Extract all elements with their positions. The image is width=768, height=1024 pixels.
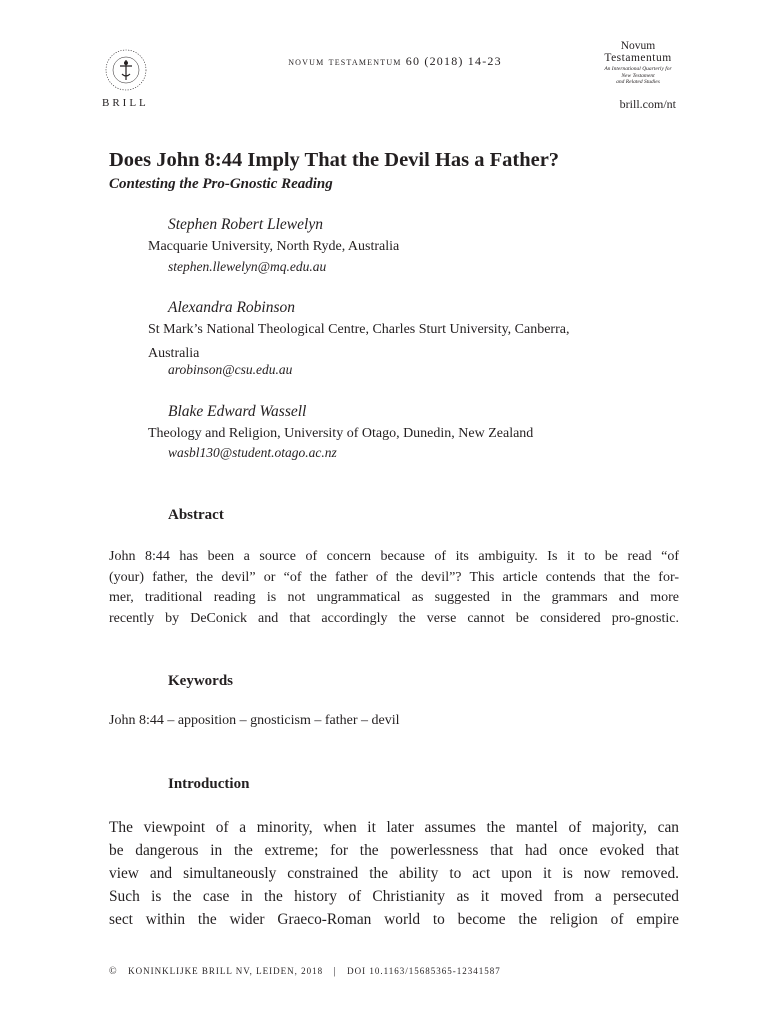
keywords-list: John 8:44 – apposition – gnosticism – father – devil [109, 713, 400, 728]
introduction-line: be dangerous in the extreme; for the powerlessness that had once evoked that [109, 842, 679, 859]
author-affiliation: Theology and Religion, University of Otago, Dunedin, New Zealand [148, 426, 534, 441]
abstract-line: (your) father, the devil” or “of the father of the devil”? This article contends that the for- [109, 569, 679, 585]
introduction-line: The viewpoint of a minority, when it later assumes the mantel of majority, can [109, 819, 679, 836]
abstract-line: mer, traditional reading is not ungrammatical as suggested in the grammars and more [109, 590, 679, 605]
abstract-line: recently by DeConick and that accordingly the verse cannot be considered pro-gnostic. [109, 610, 679, 626]
author-name: Alexandra Robinson [168, 299, 295, 316]
author-name: Blake Edward Wassell [168, 403, 307, 420]
copyright-symbol: © [109, 966, 118, 977]
author-affiliation-line: St Mark’s National Theological Centre, Charles Sturt University, Canberra, [148, 322, 570, 337]
journal-logo-subtitle-3: and Related Studies [616, 79, 660, 85]
author-email[interactable]: wasbl130@student.otago.ac.nz [168, 445, 337, 460]
journal-citation: novum testamentum 60 (2018) 14-23 [288, 54, 502, 68]
footer-separator: | [333, 966, 337, 977]
introduction-line: view and simultaneously constrained the ability to act upon it is now removed. [109, 865, 679, 882]
footer-publisher: KONINKLIJKE BRILL NV, LEIDEN, 2018 [128, 966, 324, 976]
introduction-body [109, 816, 679, 931]
journal-logo-title-2: Testamentum [604, 52, 672, 64]
author-affiliation-line: Australia [148, 346, 200, 361]
author-email[interactable]: stephen.llewelyn@mq.edu.au [168, 259, 327, 274]
author-email[interactable]: arobinson@csu.edu.au [168, 362, 293, 377]
author-affiliation [148, 318, 678, 366]
footer [109, 966, 669, 977]
author-affiliation: Macquarie University, North Ryde, Australia [148, 239, 400, 254]
journal-url[interactable]: brill.com/nt [619, 97, 676, 111]
journal-logo-subtitle-1: An International Quarterly for [604, 66, 672, 72]
author-name: Stephen Robert Llewelyn [168, 216, 323, 233]
journal-logo-subtitle [590, 66, 686, 86]
abstract-heading: Abstract [168, 507, 224, 523]
abstract-line: John 8:44 has been a source of concern because of its ambiguity. Is it to be read “of [109, 549, 679, 564]
journal-logo-title-1: Novum [620, 40, 656, 52]
keywords-heading: Keywords [168, 673, 233, 689]
journal-logo [590, 40, 686, 86]
journal-logo-subtitle-2: New Testament [621, 72, 655, 79]
introduction-line: sect within the wider Graeco-Roman world to become the religion of empire [109, 911, 679, 928]
introduction-line: Such is the case in the history of Christianity as it moved from a persecuted [109, 888, 679, 905]
article-title: Does John 8:44 Imply That the Devil Has a Father? [109, 149, 560, 171]
publisher-name: BRILL [102, 97, 149, 109]
abstract-body [109, 547, 679, 629]
footer-doi[interactable]: DOI 10.1163/15685365-12341587 [347, 966, 501, 976]
article-subtitle: Contesting the Pro-Gnostic Reading [109, 176, 333, 192]
introduction-heading: Introduction [168, 776, 250, 792]
brill-seal-icon [100, 44, 156, 96]
